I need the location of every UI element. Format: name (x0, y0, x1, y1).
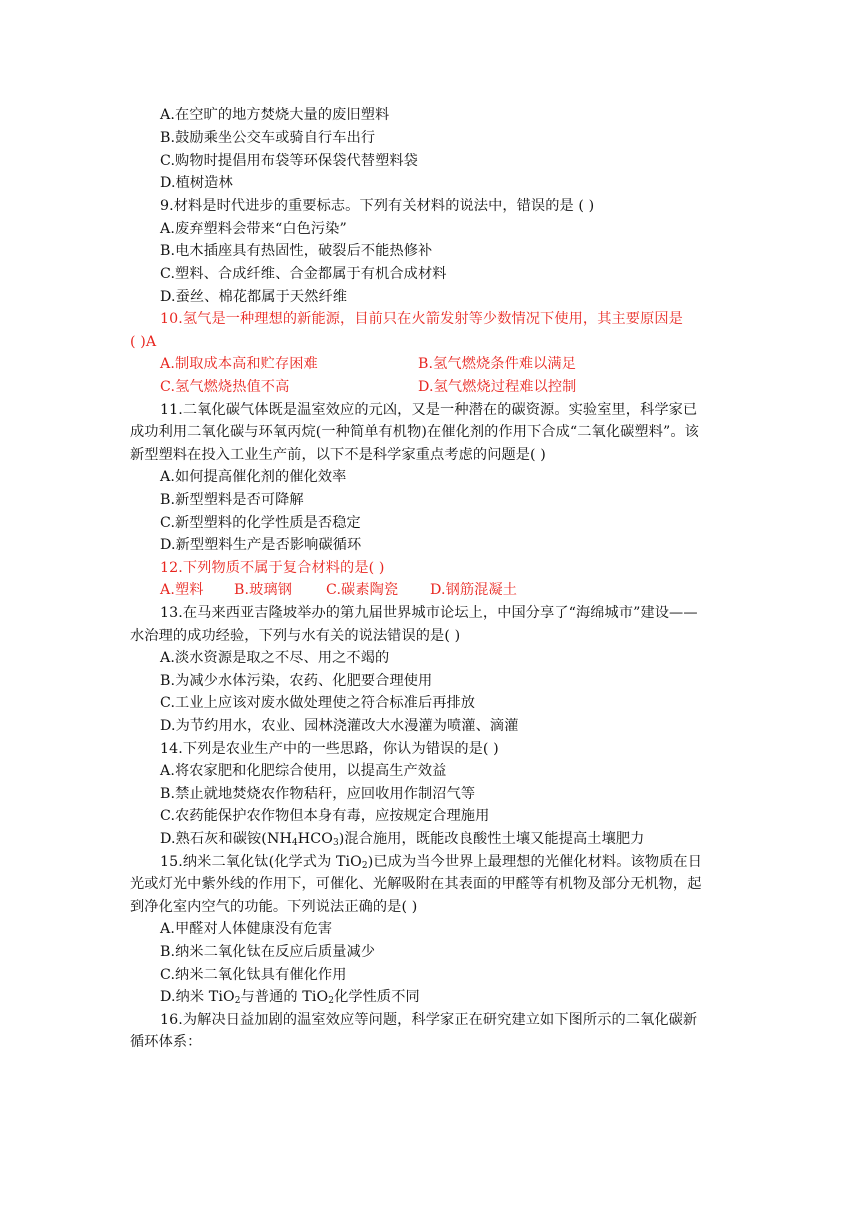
q9-option-b: B.电木插座具有热固性，破裂后不能热修补 (160, 243, 433, 259)
q15-stem-line-1 (160, 852, 702, 872)
q8-option-d: D.植树造林 (160, 175, 233, 191)
q13-stem-line-1: 13.在马来西亚吉隆坡举办的第九届世界城市论坛上，中国分享了“海绵城市”建设—— (160, 605, 698, 621)
q12-option-c: C.碳素陶瓷 (326, 582, 399, 598)
q11-option-b: B.新型塑料是否可降解 (160, 492, 304, 508)
q16-stem-line-1: 16.为解决日益加剧的温室效应等问题，科学家正在研究建立如下图所示的二氧化碳新 (160, 1012, 698, 1028)
q15-option-d-text: 化学性质不同 (334, 989, 420, 1005)
q10-option-c: C.氢气燃烧热值不高 (160, 379, 290, 395)
q11-option-d: D.新型塑料生产是否影响碳循环 (160, 537, 362, 553)
q12-stem: 12.下列物质不属于复合材料的是( ) (160, 560, 385, 576)
q13-option-b: B.为减少水体污染，农药、化肥要合理使用 (160, 673, 433, 689)
q14-option-a: A.将农家肥和化肥综合使用，以提高生产效益 (160, 763, 447, 779)
q13-option-d: D.为节约用水，农业、园林浇灌改大水漫灌为喷灌、滴灌 (160, 718, 519, 734)
q14-option-d-text: HCO (297, 831, 333, 847)
q13-stem-line-2: 水治理的成功经验，下列与水有关的说法错误的是( ) (130, 628, 461, 644)
q10-stem-continuation: ( )A (130, 334, 157, 350)
q9-option-d: D.蚕丝、棉花都属于天然纤维 (160, 289, 348, 305)
q15-stem-text: )已成为当今世界上最理想的光催化材料。该物质在日 (367, 854, 702, 870)
q14-option-c: C.农药能保护农作物但本身有毒，应按规定合理施用 (160, 808, 490, 824)
q10-stem: 10.氢气是一种理想的新能源，目前只在火箭发射等少数情况下使用，其主要原因是 (160, 311, 683, 327)
q12-option-a: A.塑料 (160, 582, 204, 598)
q11-option-a: A.如何提高催化剂的催化效率 (160, 469, 347, 485)
q14-option-d-subscript: 4 (291, 838, 298, 848)
q15-option-d-subscript: 2 (328, 996, 335, 1006)
q10-option-b: B.氢气燃烧条件难以满足 (418, 356, 577, 372)
q15-stem-text: 15.纳米二氧化钛(化学式为 TiO (160, 854, 362, 870)
q11-stem-line-1: 11.二氧化碳气体既是温室效应的元凶，又是一种潜在的碳资源。实验室里，科学家已 (160, 402, 698, 418)
q15-option-d-text: 与普通的 TiO (240, 989, 329, 1005)
q10-option-a: A.制取成本高和贮存困难 (160, 356, 318, 372)
q14-option-d-text: )混合施用，既能改良酸性土壤又能提高土壤肥力 (338, 831, 645, 847)
q12-option-b: B.玻璃钢 (234, 582, 292, 598)
q8-option-c: C.购物时提倡用布袋等环保袋代替塑料袋 (160, 153, 418, 169)
q15-option-d-subscript: 2 (234, 996, 241, 1006)
q14-option-d-subscript: 3 (332, 838, 339, 848)
q9-stem: 9.材料是时代进步的重要标志。下列有关材料的说法中，错误的是 ( ) (160, 198, 595, 214)
q8-option-a: A.在空旷的地方焚烧大量的废旧塑料 (160, 107, 390, 123)
q16-stem-line-2: 循环体系： (130, 1034, 202, 1050)
q11-stem-line-2: 成功利用二氧化碳与环氧丙烷(一种简单有机物)在催化剂的作用下合成“二氧化碳塑料”。该 (130, 424, 699, 440)
q9-option-c: C.塑料、合成纤维、合金都属于有机合成材料 (160, 266, 447, 282)
q15-option-a: A.甲醛对人体健康没有危害 (160, 921, 333, 937)
q15-stem-line-2: 光或灯光中紫外线的作用下，可催化、光解吸附在其表面的甲醛等有机物及部分无机物，起 (130, 876, 702, 892)
q15-option-d-text: D.纳米 TiO (160, 989, 235, 1005)
q14-option-d-text: D.熟石灰和碳铵(NH (160, 831, 292, 847)
q13-option-a: A.淡水资源是取之不尽、用之不竭的 (160, 650, 390, 666)
q15-option-d (160, 987, 420, 1007)
q14-option-d (160, 829, 644, 849)
q15-stem-line-3: 到净化室内空气的功能。下列说法正确的是( ) (130, 899, 418, 915)
q14-option-b: B.禁止就地焚烧农作物秸秆，应回收用作制沼气等 (160, 786, 476, 802)
q14-stem: 14.下列是农业生产中的一些思路，你认为错误的是( ) (160, 741, 499, 757)
q15-option-c: C.纳米二氧化钛具有催化作用 (160, 967, 347, 983)
q11-stem-line-3: 新型塑料在投入工业生产前，以下不是科学家重点考虑的问题是( ) (130, 447, 546, 463)
q11-option-c: C.新型塑料的化学性质是否稳定 (160, 515, 361, 531)
q15-option-b: B.纳米二氧化钛在反应后质量减少 (160, 944, 376, 960)
q15-stem-subscript: 2 (361, 861, 368, 871)
q8-option-b: B.鼓励乘坐公交车或骑自行车出行 (160, 130, 376, 146)
q12-option-d: D.钢筋混凝土 (430, 582, 518, 598)
q9-option-a: A.废弃塑料会带来“白色污染” (160, 221, 347, 237)
q10-option-d: D.氢气燃烧过程难以控制 (418, 379, 577, 395)
q13-option-c: C.工业上应该对废水做处理使之符合标准后再排放 (160, 695, 476, 711)
